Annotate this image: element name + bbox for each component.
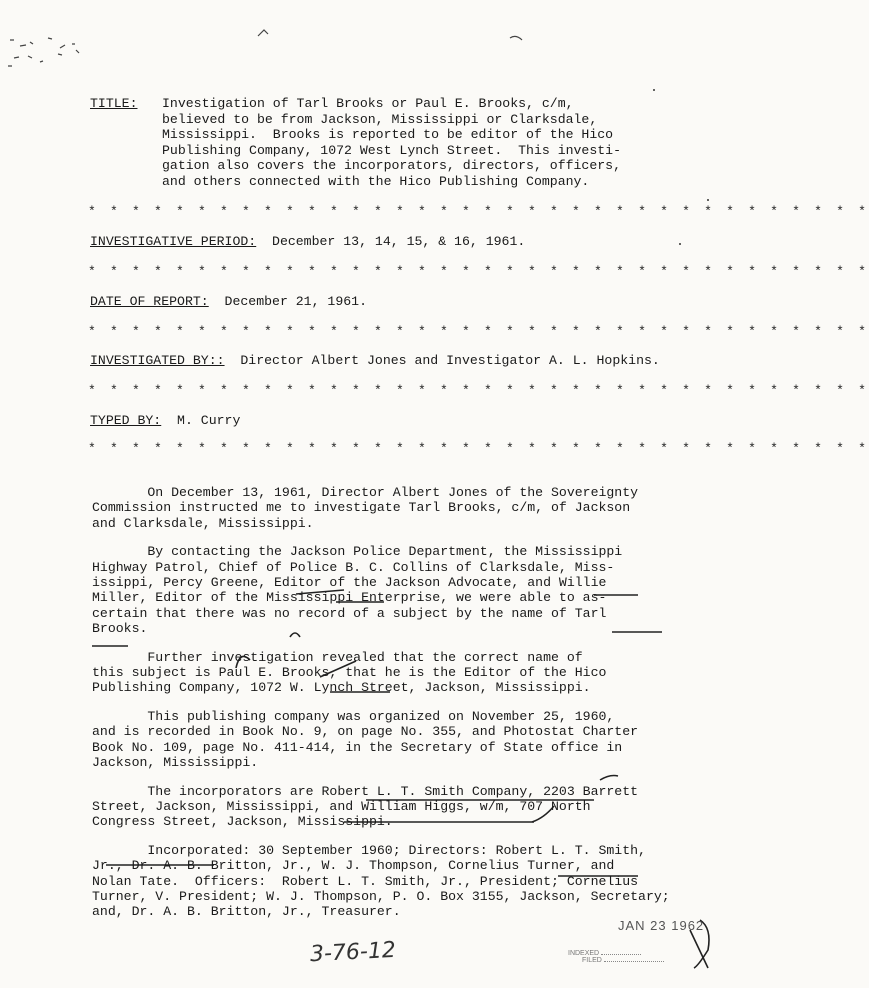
paragraph-line: Jackson, Mississippi. [92,755,259,771]
paragraph-line: Miller, Editor of the Mississippi Enterprise, we were able to as- [92,590,607,606]
paragraph-line: Jr., Dr. A. B. Britton, Jr., W. J. Thompson, Cornelius Turner, and [92,858,615,874]
report-body [92,485,752,933]
paragraph-line: Further investigation revealed that the correct name of [92,649,583,665]
field-value: Director Albert Jones and Investigator A. L. Hopkins. [224,353,660,368]
paragraph-line: issippi, Percy Greene, Editor of the Jackson Advocate, and Willie [92,575,607,591]
separator: * * * * * * * * * * * * * * * * * * * * * * * * * * * * * * * * * * * * [88,264,869,279]
paragraph-line: and is recorded in Book No. 9, on page No. 355, and Photostat Charter [92,724,639,740]
title-line: believed to be from Jackson, Mississippi or Clarksdale, [162,111,598,127]
paragraph-line: Highway Patrol, Chief of Police B. C. Collins of Clarksdale, Miss- [92,559,615,575]
paragraph-line: this subject is Paul E. Brooks, that he is the Editor of the Hico [92,665,607,681]
separator: * * * * * * * * * * * * * * * * * * * * * * * * * * * * * * * * * * * * [88,441,869,456]
paragraph-line: Street, Jackson, Mississippi, and William Higgs, w/m, 707 North [92,798,591,814]
paragraph [92,544,752,636]
title-label: TITLE: [90,96,138,111]
date-of-report [90,294,367,309]
paragraph [92,485,752,531]
typed-by [90,413,240,428]
title-line: Mississippi. Brooks is reported to be editor of the Hico [162,127,614,142]
field-value: M. Curry [161,413,241,428]
paragraph-line: This publishing company was organized on November 25, 1960, [92,708,615,724]
paragraph-line: Brooks. [92,621,148,637]
separator: * * * * * * * * * * * * * * * * * * * * * * * * * * * * * * * * * * * * [88,383,869,398]
field-label: INVESTIGATED BY:: [90,353,225,368]
paragraph-line: By contacting the Jackson Police Department, the Mississippi [92,544,623,560]
indexed-filed-stamp [568,950,664,964]
paragraph-line: Commission instructed me to investigate Tarl Brooks, c/m, of Jackson [92,500,631,516]
paragraph-line: Book No. 109, page No. 411-414, in the Secretary of State office in [92,739,623,755]
investigated-by [90,353,660,368]
title-line: Publishing Company, 1072 West Lynch Street. This investi- [162,142,621,158]
paragraph-line: and, Dr. A. B. Britton, Jr., Treasurer. [92,904,401,920]
separator: * * * * * * * * * * * * * * * * * * * * * * * * * * * * * * * * * * * * [88,204,869,219]
filed-label: FILED [582,957,602,964]
title-line: Investigation of Tarl Brooks or Paul E. Brooks, c/m, [162,96,574,111]
title-section [90,96,750,189]
paragraph-line: and Clarksdale, Mississippi. [92,515,314,531]
paragraph [92,784,752,830]
paragraph-line: Incorporated: 30 September 1960; Directors: Robert L. T. Smith, [92,842,646,858]
investigative-period [90,234,525,249]
title-text [162,96,621,189]
title-line: gation also covers the incorporators, directors, officers, [162,158,621,173]
received-date-stamp: JAN 23 1962 [618,918,705,933]
paragraph-line: certain that there was no record of a subject by the name of Tarl [92,605,607,621]
title-line: and others connected with the Hico Publishing Company. [162,173,590,189]
paragraph-line: Nolan Tate. Officers: Robert L. T. Smith, Jr., President; Cornelius [92,873,639,889]
field-value: December 21, 1961. [208,294,367,309]
paragraph-line: The incorporators are Robert L. T. Smith Company, 2203 Barrett [92,783,639,799]
field-label: INVESTIGATIVE PERIOD: [90,234,257,249]
paragraph [92,650,752,696]
paragraph-line: Publishing Company, 1072 W. Lynch Street, Jackson, Mississippi. [92,680,591,696]
paragraph [92,843,752,920]
paragraph-line: Congress Street, Jackson, Mississippi. [92,814,393,830]
separator: * * * * * * * * * * * * * * * * * * * * * * * * * * * * * * * * * * * * [88,324,869,339]
indexed-label: INDEXED [568,950,600,957]
field-label: TYPED BY: [90,413,162,428]
paragraph [92,709,752,771]
field-value: December 13, 14, 15, & 16, 1961. [256,234,526,249]
field-label: DATE OF REPORT: [90,294,209,309]
handwritten-file-number: 3-76-12 [309,937,397,968]
paragraph-line: On December 13, 1961, Director Albert Jones of the Sovereignty [92,485,639,500]
paragraph-line: Turner, V. President; W. J. Thompson, P. O. Box 3155, Jackson, Secretary; [92,888,670,904]
